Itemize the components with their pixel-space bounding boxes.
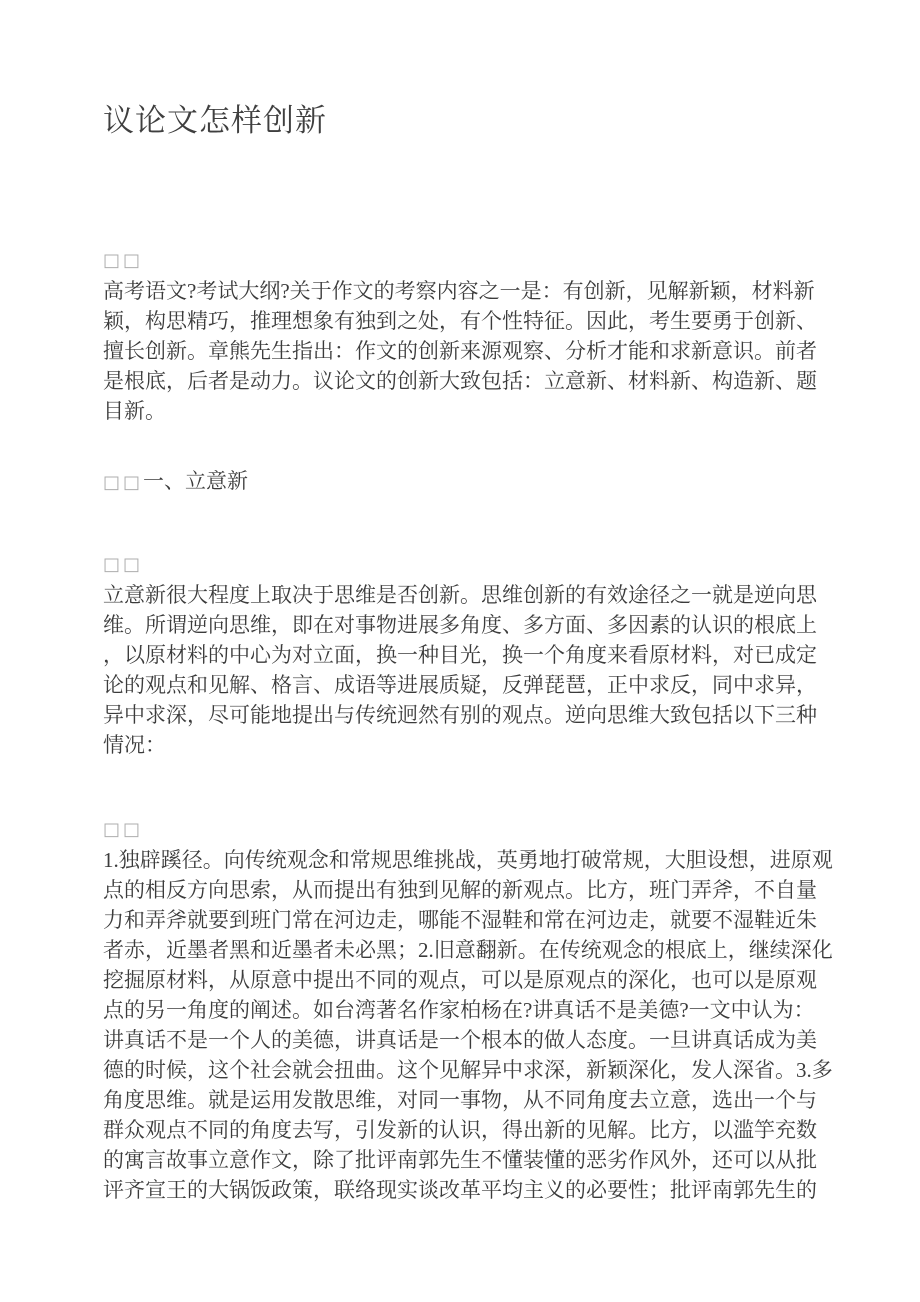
text-line: 点的相反方向思索，从而提出有独到见解的新观点。比方，班门弄斧，不自量 [103,878,817,902]
text-line: 立意新很大程度上取决于思维是否创新。思维创新的有效途径之一就是逆向思 [103,583,817,607]
text-line: 者赤，近墨者黑和近墨者未必黑；2.旧意翻新。在传统观念的根底上，继续深化 [103,938,833,962]
text-line: 异中求深，尽可能地提出与传统迥然有别的观点。逆向思维大致包括以下三种 [103,703,817,727]
missing-glyph-marker: □□ [103,250,144,271]
text-line: 目新。 [103,399,166,423]
text-line: 点的另一角度的阐述。如台湾著名作家柏杨在?讲真话不是美德?一文中认为： [103,998,815,1022]
missing-glyph-marker: □□ [103,554,144,575]
text-line: 角度思维。就是运用发散思维，对同一事物，从不同角度去立意，选出一个与 [103,1088,817,1112]
text-line: 1.独辟蹊径。向传统观念和常规思维挑战，英勇地打破常规，大胆设想，进原观 [103,848,833,872]
text-line: 情况： [103,733,166,757]
text-line: 力和弄斧就要到班门常在河边走，哪能不湿鞋和常在河边走，就要不湿鞋近朱 [103,908,817,932]
text-line: 讲真话不是一个人的美德，讲真话是一个根本的做人态度。一旦讲真话成为美 [103,1028,817,1052]
missing-glyph-marker: □□ [103,819,144,840]
text-line: 论的观点和见解、格言、成语等进展质疑，反弹琵琶，正中求反，同中求异， [103,673,817,697]
text-line: 颖，构思精巧，推理想象有独到之处，有个性特征。因此，考生要勇于创新、 [103,309,817,333]
text-line: 高考语文?考试大纲?关于作文的考察内容之一是：有创新，见解新颖，材料新 [103,279,815,303]
intro-paragraph [103,246,819,426]
text-line: ，以原材料的中心为对立面，换一种目光，换一个角度来看原材料，对已成定 [103,643,817,667]
text-line: 群众观点不同的角度去写，引发新的认识，得出新的见解。比方，以滥竽充数 [103,1118,817,1142]
missing-glyph-marker: □□ [103,472,144,493]
document-content [103,0,833,1205]
paragraph-three-cases [103,815,833,1205]
document-title: 议论文怎样创新 [103,103,327,138]
text-line: 的寓言故事立意作文，除了批评南郭先生不懂装懂的恶劣作风外，还可以从批 [103,1148,817,1172]
text-line: 是根底，后者是动力。议论文的创新大致包括：立意新、材料新、构造新、题 [103,369,817,393]
text-line: 擅长创新。章熊先生指出：作文的创新来源观察、分析才能和求新意识。前者 [103,339,817,363]
section-heading [103,466,819,496]
paragraph-reverse-thinking [103,550,819,760]
section-heading-label: 一、立意新 [143,469,249,493]
text-line: 挖掘原材料，从原意中提出不同的观点，可以是原观点的深化，也可以是原观 [103,968,817,992]
text-line: 评齐宣王的大锅饭政策，联络现实谈改革平均主义的必要性；批评南郭先生的 [103,1178,817,1202]
text-line: 维。所谓逆向思维，即在对事物进展多角度、多方面、多因素的认识的根底上 [103,613,817,637]
text-line: 德的时候，这个社会就会扭曲。这个见解异中求深，新颖深化，发人深省。3.多 [103,1058,833,1082]
